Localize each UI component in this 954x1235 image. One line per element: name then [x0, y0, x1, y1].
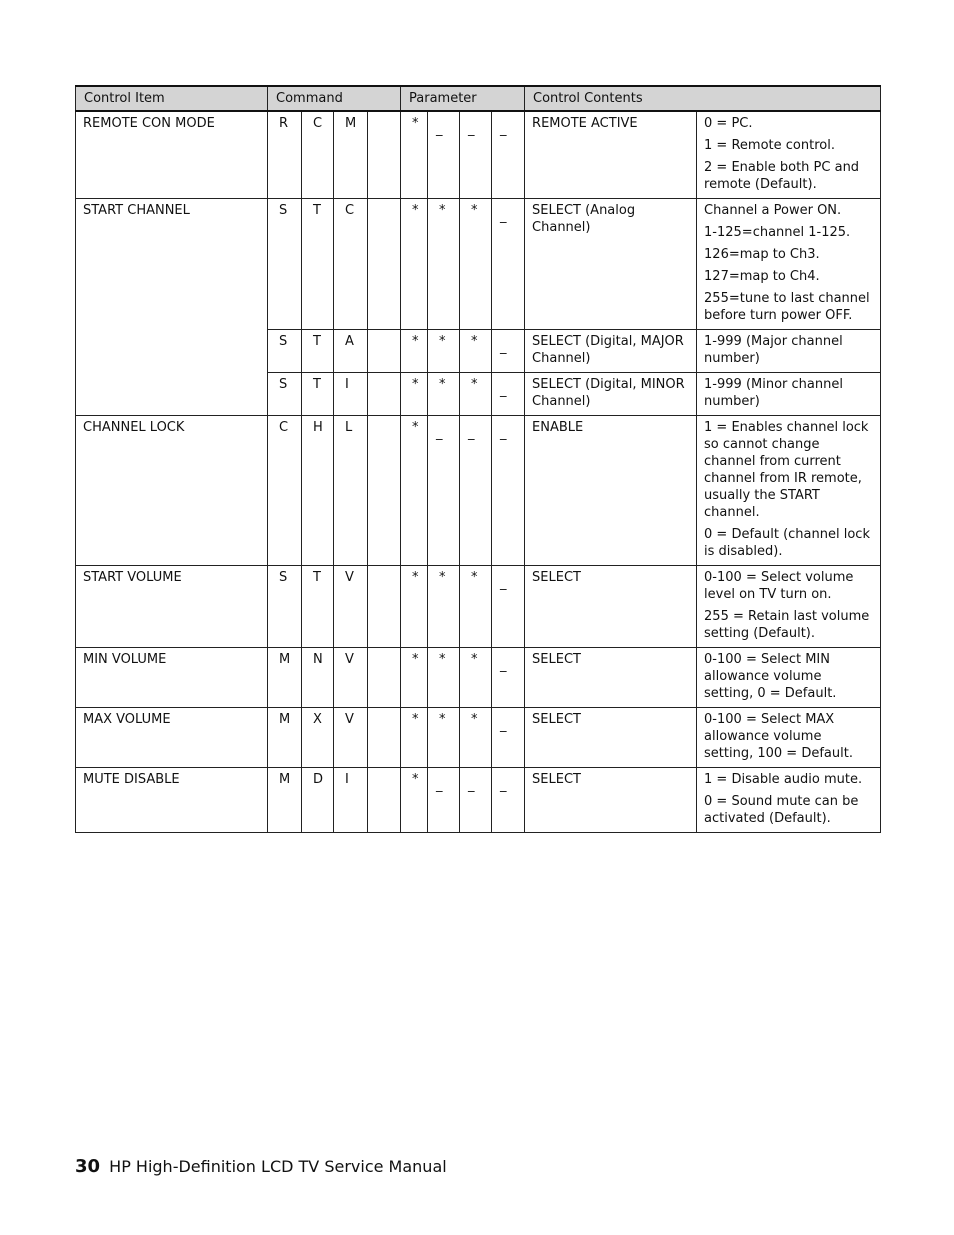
detail-line: 1-999 (Major channel number) [704, 334, 843, 366]
control-item-cell: MIN VOLUME [76, 648, 268, 708]
parameter-char-cell: * [401, 373, 428, 416]
control-contents-cell: SELECT (Digital, MINOR Channel) [525, 373, 697, 416]
page-footer [75, 1156, 447, 1177]
command-char-cell: T [302, 566, 334, 648]
parameter-char-cell: * [460, 566, 492, 648]
command-char-cell: X [302, 708, 334, 768]
command-char-cell: I [334, 768, 368, 833]
control-contents-cell: SELECT [525, 768, 697, 833]
command-char-cell: T [302, 373, 334, 416]
command-char-cell: V [334, 566, 368, 648]
command-char-cell: S [268, 566, 302, 648]
parameter-char-cell: _ [492, 373, 525, 416]
table-header-row [76, 86, 881, 111]
control-details-cell [697, 199, 881, 330]
command-char-cell [368, 373, 401, 416]
control-item-cell: MUTE DISABLE [76, 768, 268, 833]
parameter-char-cell: _ [428, 768, 460, 833]
command-char-cell: V [334, 708, 368, 768]
table-row [76, 708, 881, 768]
command-char-cell: I [334, 373, 368, 416]
detail-line: 127=map to Ch4. [704, 269, 820, 284]
detail-line: 1-999 (Minor channel number) [704, 377, 843, 409]
command-char-cell: H [302, 416, 334, 566]
parameter-char-cell: * [401, 199, 428, 330]
control-item-cell: REMOTE CON MODE [76, 111, 268, 199]
parameter-char-cell: * [401, 416, 428, 566]
table-row [76, 199, 881, 330]
header-control-contents: Control Contents [525, 86, 881, 111]
parameter-char-cell: * [428, 373, 460, 416]
parameter-char-cell: * [428, 330, 460, 373]
parameter-char-cell: _ [460, 416, 492, 566]
command-char-cell [368, 330, 401, 373]
detail-line: 0-100 = Select MIN allowance volume setting, 0 = Default. [704, 652, 837, 701]
command-char-cell [368, 111, 401, 199]
parameter-char-cell: * [460, 330, 492, 373]
parameter-char-cell: * [401, 566, 428, 648]
detail-line: 1 = Disable audio mute. [704, 772, 863, 787]
command-char-cell: M [268, 648, 302, 708]
control-item-cell: CHANNEL LOCK [76, 416, 268, 566]
header-parameter: Parameter [401, 86, 525, 111]
parameter-char-cell: * [428, 648, 460, 708]
command-char-cell [368, 648, 401, 708]
control-details-cell [697, 373, 881, 416]
table-body [76, 111, 881, 833]
control-details-cell [697, 330, 881, 373]
parameter-char-cell: _ [492, 111, 525, 199]
parameter-char-cell: _ [492, 768, 525, 833]
detail-line: 1 = Enables channel lock so cannot change channel from current channel from IR remote, usually the START channel. [704, 420, 869, 520]
detail-line: 0-100 = Select volume level on TV turn on. [704, 570, 854, 602]
detail-line: 126=map to Ch3. [704, 247, 820, 262]
command-char-cell [368, 416, 401, 566]
command-char-cell: C [334, 199, 368, 330]
control-details-cell [697, 768, 881, 833]
table-row [76, 111, 881, 199]
command-char-cell: T [302, 330, 334, 373]
command-char-cell: R [268, 111, 302, 199]
detail-line: 255 = Retain last volume setting (Default). [704, 609, 870, 641]
detail-line: 0-100 = Select MAX allowance volume setting, 100 = Default. [704, 712, 853, 761]
parameter-char-cell: _ [492, 330, 525, 373]
table-row [76, 648, 881, 708]
command-char-cell: T [302, 199, 334, 330]
parameter-char-cell: * [401, 708, 428, 768]
parameter-char-cell: * [401, 768, 428, 833]
command-char-cell [368, 199, 401, 330]
control-details-cell [697, 648, 881, 708]
detail-line: 0 = Default (channel lock is disabled). [704, 527, 870, 559]
parameter-char-cell: _ [492, 199, 525, 330]
header-command: Command [268, 86, 401, 111]
control-contents-cell: SELECT [525, 708, 697, 768]
parameter-char-cell: _ [492, 708, 525, 768]
parameter-char-cell: _ [492, 566, 525, 648]
parameter-char-cell: * [401, 648, 428, 708]
parameter-char-cell: _ [460, 111, 492, 199]
command-char-cell: C [268, 416, 302, 566]
command-char-cell: L [334, 416, 368, 566]
command-char-cell [368, 708, 401, 768]
command-char-cell: S [268, 330, 302, 373]
command-char-cell [368, 566, 401, 648]
control-contents-cell: SELECT [525, 566, 697, 648]
control-contents-cell: SELECT (Digital, MAJOR Channel) [525, 330, 697, 373]
control-contents-cell: SELECT [525, 648, 697, 708]
command-char-cell: M [268, 708, 302, 768]
command-char-cell: M [334, 111, 368, 199]
detail-line: Channel a Power ON. [704, 203, 842, 218]
parameter-char-cell: _ [460, 768, 492, 833]
command-char-cell: A [334, 330, 368, 373]
command-char-cell [368, 768, 401, 833]
parameter-char-cell: * [401, 330, 428, 373]
command-char-cell: D [302, 768, 334, 833]
parameter-char-cell: * [460, 708, 492, 768]
parameter-char-cell: * [401, 111, 428, 199]
command-char-cell: N [302, 648, 334, 708]
detail-line: 0 = PC. [704, 116, 753, 131]
parameter-char-cell: * [428, 199, 460, 330]
control-details-cell [697, 111, 881, 199]
parameter-char-cell: _ [492, 648, 525, 708]
control-details-cell [697, 566, 881, 648]
header-control-item: Control Item [76, 86, 268, 111]
control-command-table [75, 85, 881, 833]
control-contents-cell: SELECT (Analog Channel) [525, 199, 697, 330]
command-char-cell: S [268, 373, 302, 416]
command-char-cell: S [268, 199, 302, 330]
control-details-cell [697, 708, 881, 768]
table-row [76, 768, 881, 833]
detail-line: 255=tune to last channel before turn power OFF. [704, 291, 870, 323]
parameter-char-cell: _ [428, 111, 460, 199]
manual-title: HP High-Definition LCD TV Service Manual [109, 1157, 447, 1176]
parameter-char-cell: * [460, 648, 492, 708]
control-details-cell [697, 416, 881, 566]
parameter-char-cell: _ [428, 416, 460, 566]
parameter-char-cell: * [428, 708, 460, 768]
control-item-cell: START VOLUME [76, 566, 268, 648]
parameter-char-cell: _ [492, 416, 525, 566]
parameter-char-cell: * [428, 566, 460, 648]
parameter-char-cell: * [460, 373, 492, 416]
control-item-cell: START CHANNEL [76, 199, 268, 416]
detail-line: 1-125=channel 1-125. [704, 225, 851, 240]
detail-line: 0 = Sound mute can be activated (Default). [704, 794, 859, 826]
page-number: 30 [75, 1156, 101, 1177]
control-contents-cell: ENABLE [525, 416, 697, 566]
control-item-cell: MAX VOLUME [76, 708, 268, 768]
detail-line: 1 = Remote control. [704, 138, 835, 153]
command-char-cell: M [268, 768, 302, 833]
table-row [76, 566, 881, 648]
command-char-cell: C [302, 111, 334, 199]
parameter-char-cell: * [460, 199, 492, 330]
detail-line: 2 = Enable both PC and remote (Default). [704, 160, 860, 192]
command-char-cell: V [334, 648, 368, 708]
table-row [76, 416, 881, 566]
control-contents-cell: REMOTE ACTIVE [525, 111, 697, 199]
